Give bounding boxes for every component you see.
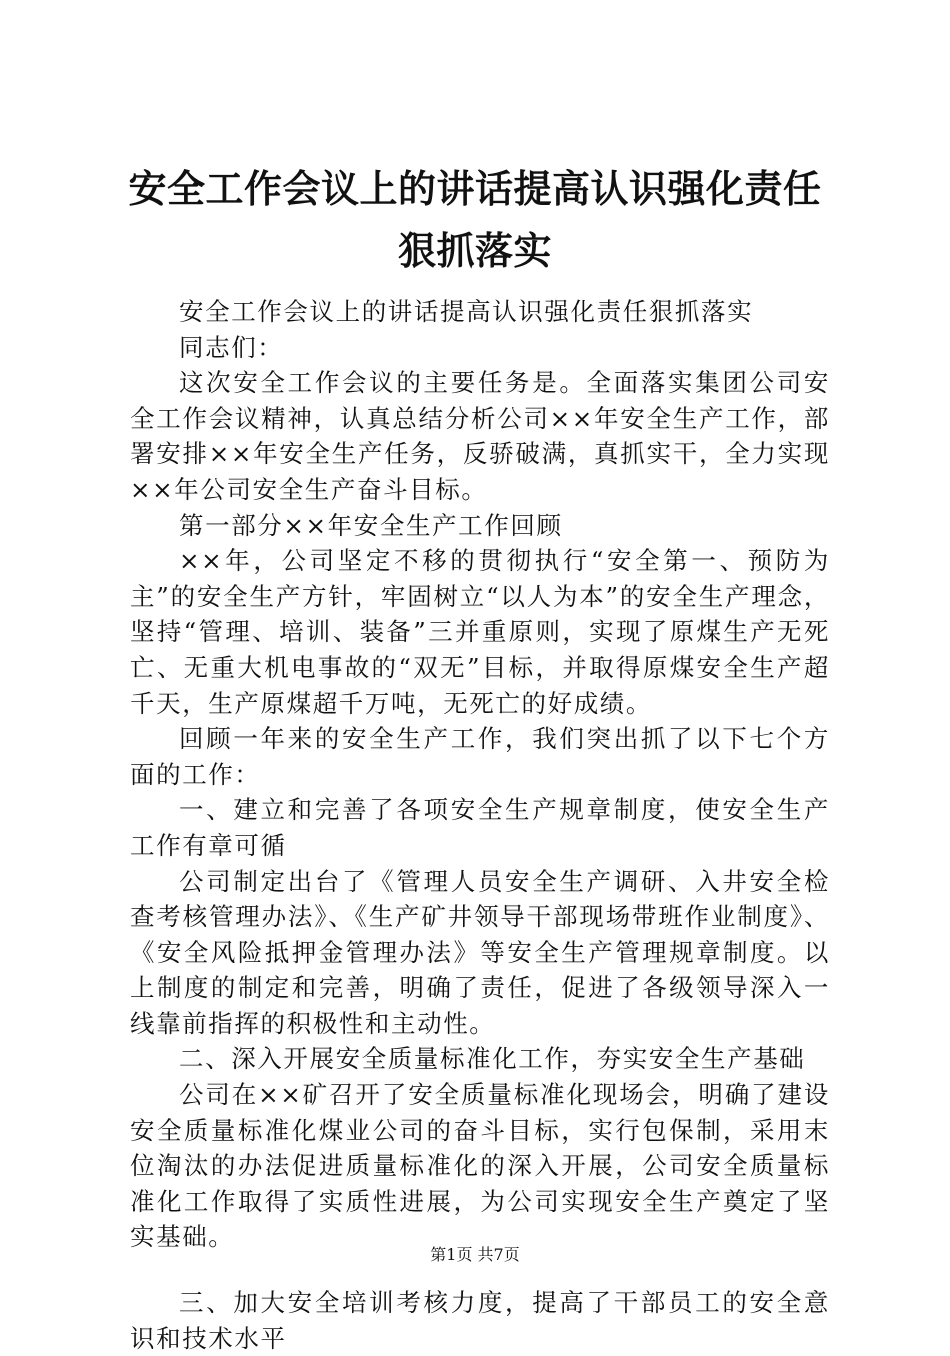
paragraph-intro: 这次安全工作会议的主要任务是。全面落实集团公司安全工作会议精神，认真总结分析公司××年安全生产工作，部署安排××年安全生产任务，反骄破满，真抓实干，全力实现××年公司安全生产奋斗目标。 [130,368,830,504]
document-body [130,294,830,1356]
paragraph-salutation: 同志们： [179,332,284,362]
section-heading-part-one: 第一部分××年安全生产工作回顾 [179,510,563,540]
section-heading-one: 一、建立和完善了各项安全生产规章制度，使安全生产工作有章可循 [130,795,830,860]
paragraph-seven-aspects: 回顾一年来的安全生产工作，我们突出抓了以下七个方面的工作： [130,724,830,789]
document-title: 安全工作会议上的讲话提高认识强化责任狠抓落实 [128,166,822,273]
paragraph-standardization: 公司在××矿召开了安全质量标准化现场会，明确了建设安全质量标准化煤业公司的奋斗目标，实行包保制，采用末位淘汰的办法促进质量标准化的深入开展，公司安全质量标准化工作取得了实质性进展，为公司实现安全生产奠定了坚实基础。 [130,1080,830,1252]
page-number: 第1页 共7页 [430,1245,520,1264]
paragraph-regulations: 公司制定出台了《管理人员安全生产调研、入井安全检查考核管理办法》、《生产矿井领导干部现场带班作业制度》、《安全风险抵押金管理办法》等安全生产管理规章制度。以上制度的制定和完善，明确了责任，促进了各级领导深入一线靠前指挥的积极性和主动性。 [130,866,830,1038]
paragraph-subtitle: 安全工作会议上的讲话提高认识强化责任狠抓落实 [179,297,754,326]
section-heading-two: 二、深入开展安全质量标准化工作，夯实安全生产基础 [179,1044,806,1074]
section-heading-three: 三、加大安全培训考核力度，提高了干部员工的安全意识和技术水平 [130,1288,830,1353]
paragraph-review: ××年，公司坚定不移的贯彻执行“安全第一、预防为主”的安全生产方针，牢固树立“以人为本”的安全生产理念，坚持“管理、培训、装备”三并重原则，实现了原煤生产无死亡、无重大机电事故的“双无”目标，并取得原煤安全生产超千天，生产原煤超千万吨，无死亡的好成绩。 [130,546,830,718]
